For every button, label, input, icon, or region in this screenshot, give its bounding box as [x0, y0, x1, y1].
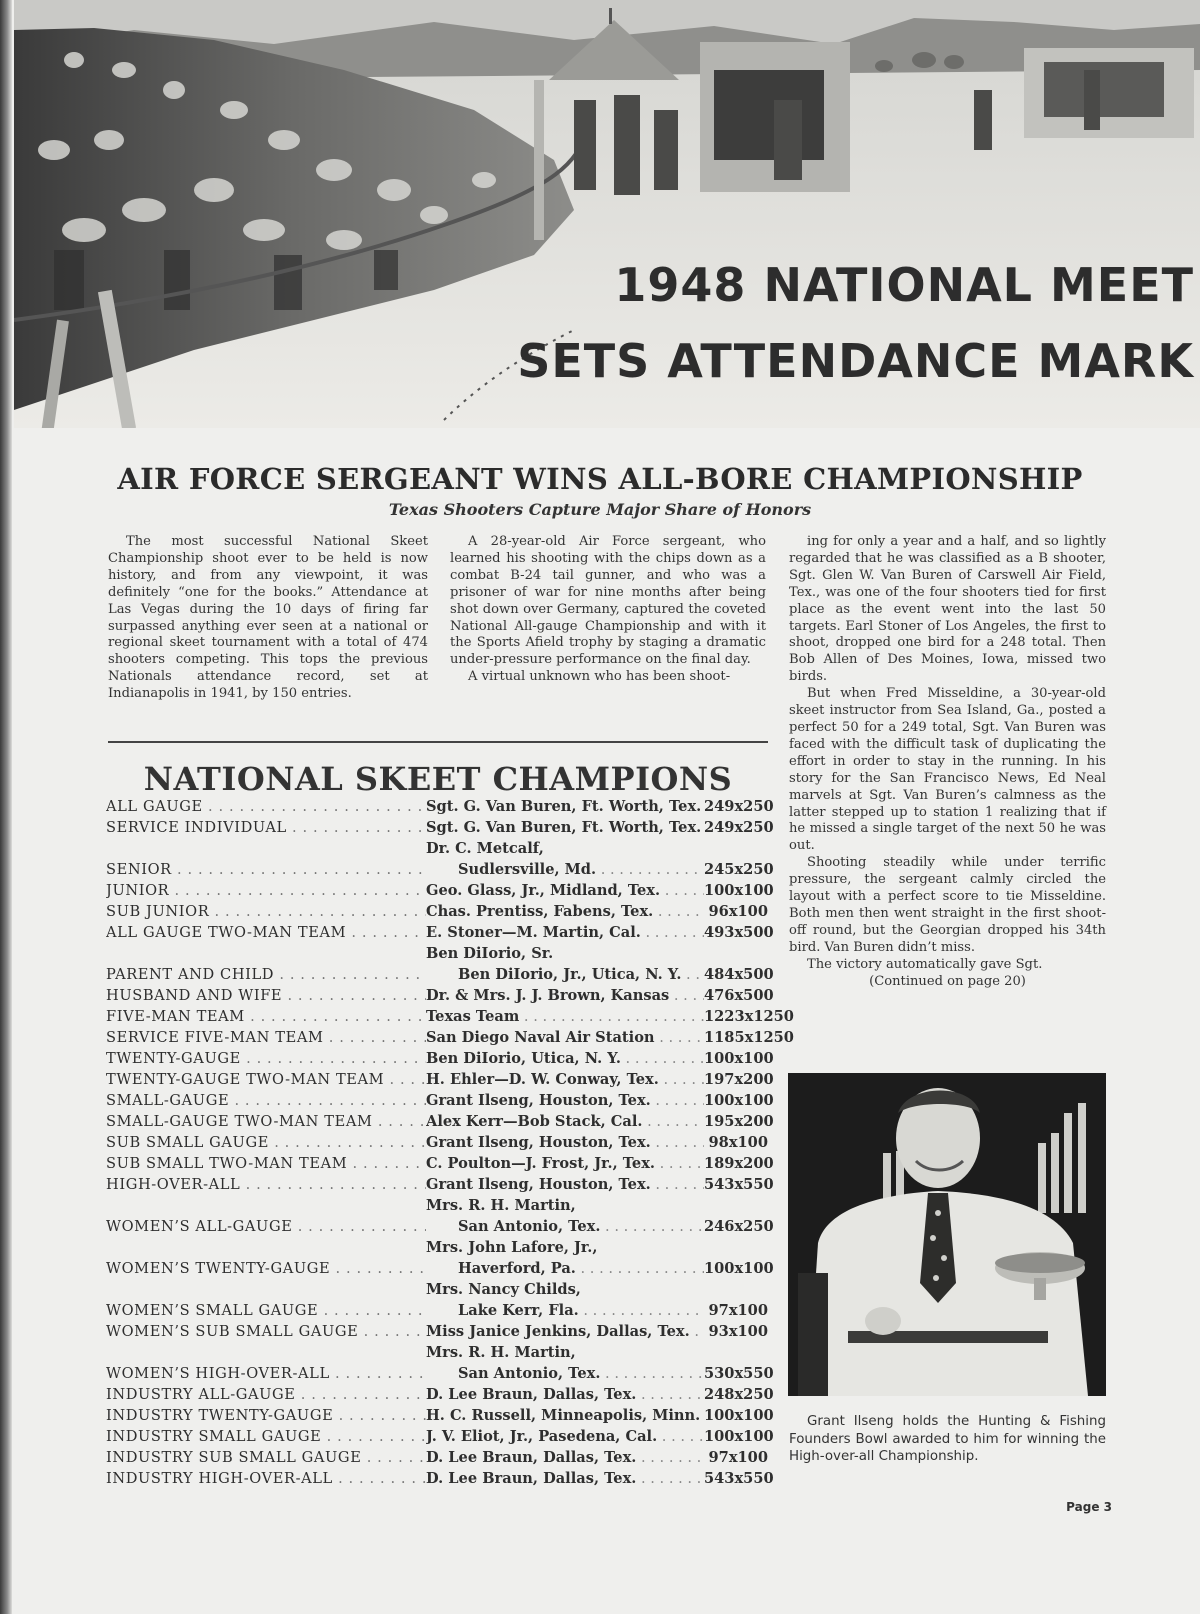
winner-name: H. C. Russell, Minneapolis, Minn. . . .	[426, 1405, 704, 1426]
category-cell: INDUSTRY ALL-GAUGE . . .	[106, 1384, 426, 1405]
table-row	[106, 796, 772, 817]
winner-name: Sgt. G. Van Buren, Ft. Worth, Tex. . . .	[426, 796, 704, 817]
winner-cell	[426, 1090, 704, 1111]
score-cell: 249x250	[704, 819, 774, 836]
category-cell: ALL GAUGE TWO-MAN TEAM . . .	[106, 922, 426, 943]
table-row	[106, 985, 772, 1006]
category-cell: SMALL-GAUGE . . .	[106, 1090, 426, 1111]
score-cell: 1185x1250	[704, 1029, 794, 1046]
score-cell: 97x100	[708, 1302, 768, 1319]
winner-name: San Diego Naval Air Station . . .	[426, 1027, 704, 1048]
score-cell: 100x100	[704, 1050, 774, 1067]
table-row	[106, 901, 772, 922]
winner-name: J. V. Eliot, Jr., Pasedena, Cal. . . .	[426, 1426, 704, 1447]
category-cell: WOMEN’S SUB SMALL GAUGE . . .	[106, 1321, 426, 1342]
category-cell: INDUSTRY TWENTY-GAUGE . . .	[106, 1405, 426, 1426]
winner-cell	[426, 838, 704, 880]
table-row	[106, 880, 772, 901]
paragraph: A virtual unknown who has been shoot-	[468, 669, 731, 685]
article-column-3	[789, 534, 1106, 990]
winner-name: Grant Ilseng, Houston, Tex. . . .	[426, 1174, 704, 1195]
score-cell: 249x250	[704, 798, 774, 815]
winner-name: C. Poulton—J. Frost, Jr., Tex. . . .	[426, 1153, 704, 1174]
table-row	[106, 1447, 772, 1468]
article-column-1	[108, 534, 428, 703]
table-row	[106, 1090, 772, 1111]
table-row	[106, 1468, 772, 1489]
category-cell: INDUSTRY SUB SMALL GAUGE . . .	[106, 1447, 426, 1468]
hero-photo	[14, 0, 1200, 428]
champions-table	[106, 796, 794, 1489]
paragraph: A 28-year-old Air Force sergeant, who learned his shooting with the chips down as a combat B-24 tail gunner, and who was a prisoner of war for nine months after being shot down over Germany, captured the coveted National All-gauge Championship and with it the Sports Afield trophy by staging a dramatic under-pressure performance on the final day.	[450, 534, 766, 668]
table-row	[106, 1153, 772, 1174]
winner-cell	[426, 1069, 704, 1090]
score-cell: 195x200	[704, 1113, 774, 1130]
category-cell: HIGH-OVER-ALL . . .	[106, 1174, 426, 1195]
winner-cell	[426, 922, 704, 943]
winner-name: D. Lee Braun, Dallas, Tex. . . .	[426, 1384, 704, 1405]
winner-location: Sudlersville, Md. . . .	[426, 859, 704, 880]
article-column-2	[450, 534, 766, 686]
score-cell: 246x250	[704, 1218, 774, 1235]
grant-ilseng-photo	[788, 1073, 1106, 1396]
category-cell: SENIOR . . .	[106, 859, 426, 880]
score-cell: 530x550	[704, 1365, 774, 1382]
table-row	[106, 1006, 794, 1027]
score-cell: 100x100	[704, 882, 774, 899]
table-row	[106, 1195, 772, 1237]
score-cell: 484x500	[704, 966, 774, 983]
score-cell: 97x100	[708, 1449, 768, 1466]
score-cell: 100x100	[704, 1407, 774, 1424]
winner-cell	[426, 901, 704, 922]
winner-location: Haverford, Pa. . . .	[426, 1258, 704, 1279]
winner-name: Sgt. G. Van Buren, Ft. Worth, Tex. . . .	[426, 817, 704, 838]
table-row	[106, 1279, 772, 1321]
winner-name: Grant Ilseng, Houston, Tex. . . .	[426, 1132, 704, 1153]
category-cell: SUB JUNIOR . . .	[106, 901, 426, 922]
category-cell: WOMEN’S SMALL GAUGE . . .	[106, 1300, 426, 1321]
winner-cell	[426, 943, 704, 985]
table-row	[106, 943, 772, 985]
winner-cell	[426, 796, 704, 817]
winner-cell	[426, 1195, 704, 1237]
winner-cell	[426, 817, 704, 838]
score-cell: 493x500	[704, 924, 774, 941]
winner-location: Lake Kerr, Fla. . . .	[426, 1300, 704, 1321]
paragraph: But when Fred Misseldine, a 30-year-old skeet instructor from Sea Island, Ga., posted a perfect 50 for a 249 total, Sgt. Van Buren was faced with the difficult task of duplicating the effort in order to stay in the running. In his story for the San Francisco News, Ed Neal marvels at Sgt. Van Buren’s calmness as the latter stepped up to station 1 realizing that if he missed a single target of the next 50 he was out.	[789, 686, 1106, 854]
winner-cell	[426, 1426, 704, 1447]
winner-name: Geo. Glass, Jr., Midland, Tex. . . .	[426, 880, 704, 901]
winner-cell	[426, 1447, 704, 1468]
score-cell: 197x200	[704, 1071, 774, 1088]
score-cell: 543x550	[704, 1176, 774, 1193]
table-row	[106, 1321, 772, 1342]
winner-name: H. Ehler—D. W. Conway, Tex. . . .	[426, 1069, 704, 1090]
winner-cell	[426, 1006, 704, 1027]
table-row	[106, 1405, 772, 1426]
table-row	[106, 1426, 772, 1447]
category-cell: INDUSTRY HIGH-OVER-ALL . . .	[106, 1468, 426, 1489]
winner-name: Grant Ilseng, Houston, Tex. . . .	[426, 1090, 704, 1111]
table-row	[106, 1069, 772, 1090]
hero-title-line2: SETS ATTENDANCE MARK	[517, 334, 1194, 388]
category-cell: TWENTY-GAUGE TWO-MAN TEAM . . .	[106, 1069, 426, 1090]
binding-edge	[0, 0, 12, 1614]
winner-cell	[426, 1048, 704, 1069]
category-cell: SERVICE FIVE-MAN TEAM . . .	[106, 1027, 426, 1048]
table-row	[106, 1237, 772, 1279]
score-cell: 96x100	[708, 903, 768, 920]
winner-name: Miss Janice Jenkins, Dallas, Tex. . . .	[426, 1321, 704, 1342]
winner-name: Dr. C. Metcalf,	[426, 840, 544, 857]
category-cell: WOMEN’S ALL-GAUGE . . .	[106, 1216, 426, 1237]
winner-cell	[426, 985, 704, 1006]
article-headline: AIR FORCE SERGEANT WINS ALL-BORE CHAMPIONSHIP	[117, 462, 1083, 496]
winner-cell	[426, 1027, 704, 1048]
score-cell: 245x250	[704, 861, 774, 878]
paragraph: The most successful National Skeet Championship shoot ever to be held is now history, and from any viewpoint, it was definitely “one for the books.” Attendance at Las Vegas during the 10 days of firing far surpassed anything ever seen at a national or regional skeet tournament with a total of 474 shooters competing. This tops the previous Nationals attendance record, set at Indianapolis in 1941, by 150 entries.	[108, 534, 428, 702]
winner-cell	[426, 1111, 704, 1132]
winner-cell	[426, 1342, 704, 1384]
score-cell: 100x100	[704, 1428, 774, 1445]
score-cell: 189x200	[704, 1155, 774, 1172]
winner-cell	[426, 1153, 704, 1174]
table-row	[106, 817, 772, 838]
hero-title-line1: 1948 NATIONAL MEET	[614, 258, 1194, 312]
category-cell: SERVICE INDIVIDUAL . . .	[106, 817, 426, 838]
winner-name: Ben DiIorio, Sr.	[426, 945, 554, 962]
score-cell: 98x100	[708, 1134, 768, 1151]
winner-cell	[426, 1321, 704, 1342]
winner-name: Dr. & Mrs. J. J. Brown, Kansas . . .	[426, 985, 704, 1006]
winner-name: D. Lee Braun, Dallas, Tex. . . .	[426, 1468, 704, 1489]
winner-name: Texas Team . . .	[426, 1006, 704, 1027]
photo-caption: Grant Ilseng holds the Hunting & Fishing Founders Bowl awarded to him for winning the High-over-all Championship.	[789, 1414, 1106, 1465]
winner-cell	[426, 1132, 704, 1153]
winner-name: Ben DiIorio, Utica, N. Y. . . .	[426, 1048, 704, 1069]
paragraph: Shooting steadily while under terrific pressure, the sergeant calmly circled the layout with a perfect score to tie Misseldine. Both men then went straight in the first shoot-off round, but the Georgian dropped his 34th bird. Van Buren didn’t miss.	[789, 855, 1106, 955]
score-cell: 476x500	[704, 987, 774, 1004]
category-cell: FIVE-MAN TEAM . . .	[106, 1006, 426, 1027]
section-divider	[108, 741, 768, 743]
winner-name: Mrs. R. H. Martin,	[426, 1344, 576, 1361]
category-cell: SUB SMALL TWO-MAN TEAM . . .	[106, 1153, 426, 1174]
score-cell: 248x250	[704, 1386, 774, 1403]
winner-cell	[426, 1174, 704, 1195]
winner-location: Ben DiIorio, Jr., Utica, N. Y. . . .	[426, 964, 704, 985]
score-cell: 100x100	[704, 1092, 774, 1109]
table-row	[106, 1048, 772, 1069]
category-cell: INDUSTRY SMALL GAUGE . . .	[106, 1426, 426, 1447]
category-cell: ALL GAUGE . . .	[106, 796, 426, 817]
winner-name: Mrs. John Lafore, Jr.,	[426, 1239, 598, 1256]
table-row	[106, 922, 772, 943]
category-cell: SUB SMALL GAUGE . . .	[106, 1132, 426, 1153]
category-cell: HUSBAND AND WIFE . . .	[106, 985, 426, 1006]
score-cell: 543x550	[704, 1470, 774, 1487]
winner-location: San Antonio, Tex. . . .	[426, 1216, 704, 1237]
winner-cell	[426, 1468, 704, 1489]
winner-name: Mrs. R. H. Martin,	[426, 1197, 576, 1214]
table-row	[106, 1027, 794, 1048]
continued-note: (Continued on page 20)	[869, 973, 1026, 989]
category-cell: WOMEN’S TWENTY-GAUGE . . .	[106, 1258, 426, 1279]
category-cell: TWENTY-GAUGE . . .	[106, 1048, 426, 1069]
winner-cell	[426, 1405, 704, 1426]
winner-cell	[426, 1237, 704, 1279]
winner-name: D. Lee Braun, Dallas, Tex. . . .	[426, 1447, 704, 1468]
winner-name: Chas. Prentiss, Fabens, Tex. . . .	[426, 901, 704, 922]
paragraph: The victory automatically gave Sgt.	[807, 956, 1043, 972]
champions-title: NATIONAL SKEET CHAMPIONS	[143, 760, 733, 798]
table-row	[106, 1384, 772, 1405]
category-cell: JUNIOR . . .	[106, 880, 426, 901]
winner-cell	[426, 1279, 704, 1321]
table-row	[106, 1132, 772, 1153]
page-number: Page 3	[1066, 1500, 1112, 1514]
score-cell: 1223x1250	[704, 1008, 794, 1025]
winner-location: San Antonio, Tex. . . .	[426, 1363, 704, 1384]
table-row	[106, 1111, 772, 1132]
paragraph: ing for only a year and a half, and so lightly regarded that he was classified as a B shooter, Sgt. Glen W. Van Buren of Carswell Air Field, Tex., was one of the four shooters tied for first place as the event went into the last 50 targets. Earl Stoner of Los Angeles, the first to shoot, dropped one bird for a 248 total. Then Bob Allen of Des Moines, Iowa, missed two birds.	[789, 534, 1106, 685]
winner-name: E. Stoner—M. Martin, Cal. . . .	[426, 922, 704, 943]
score-cell: 93x100	[708, 1323, 768, 1340]
winner-name: Alex Kerr—Bob Stack, Cal. . . .	[426, 1111, 704, 1132]
table-row	[106, 838, 772, 880]
category-cell: WOMEN’S HIGH-OVER-ALL . . .	[106, 1363, 426, 1384]
table-row	[106, 1174, 772, 1195]
category-cell: SMALL-GAUGE TWO-MAN TEAM . . .	[106, 1111, 426, 1132]
winner-cell	[426, 880, 704, 901]
table-row	[106, 1342, 772, 1384]
score-cell: 100x100	[704, 1260, 774, 1277]
winner-name: Mrs. Nancy Childs,	[426, 1281, 581, 1298]
winner-cell	[426, 1384, 704, 1405]
category-cell: PARENT AND CHILD . . .	[106, 964, 426, 985]
article-subhead: Texas Shooters Capture Major Share of Honors	[388, 500, 812, 519]
